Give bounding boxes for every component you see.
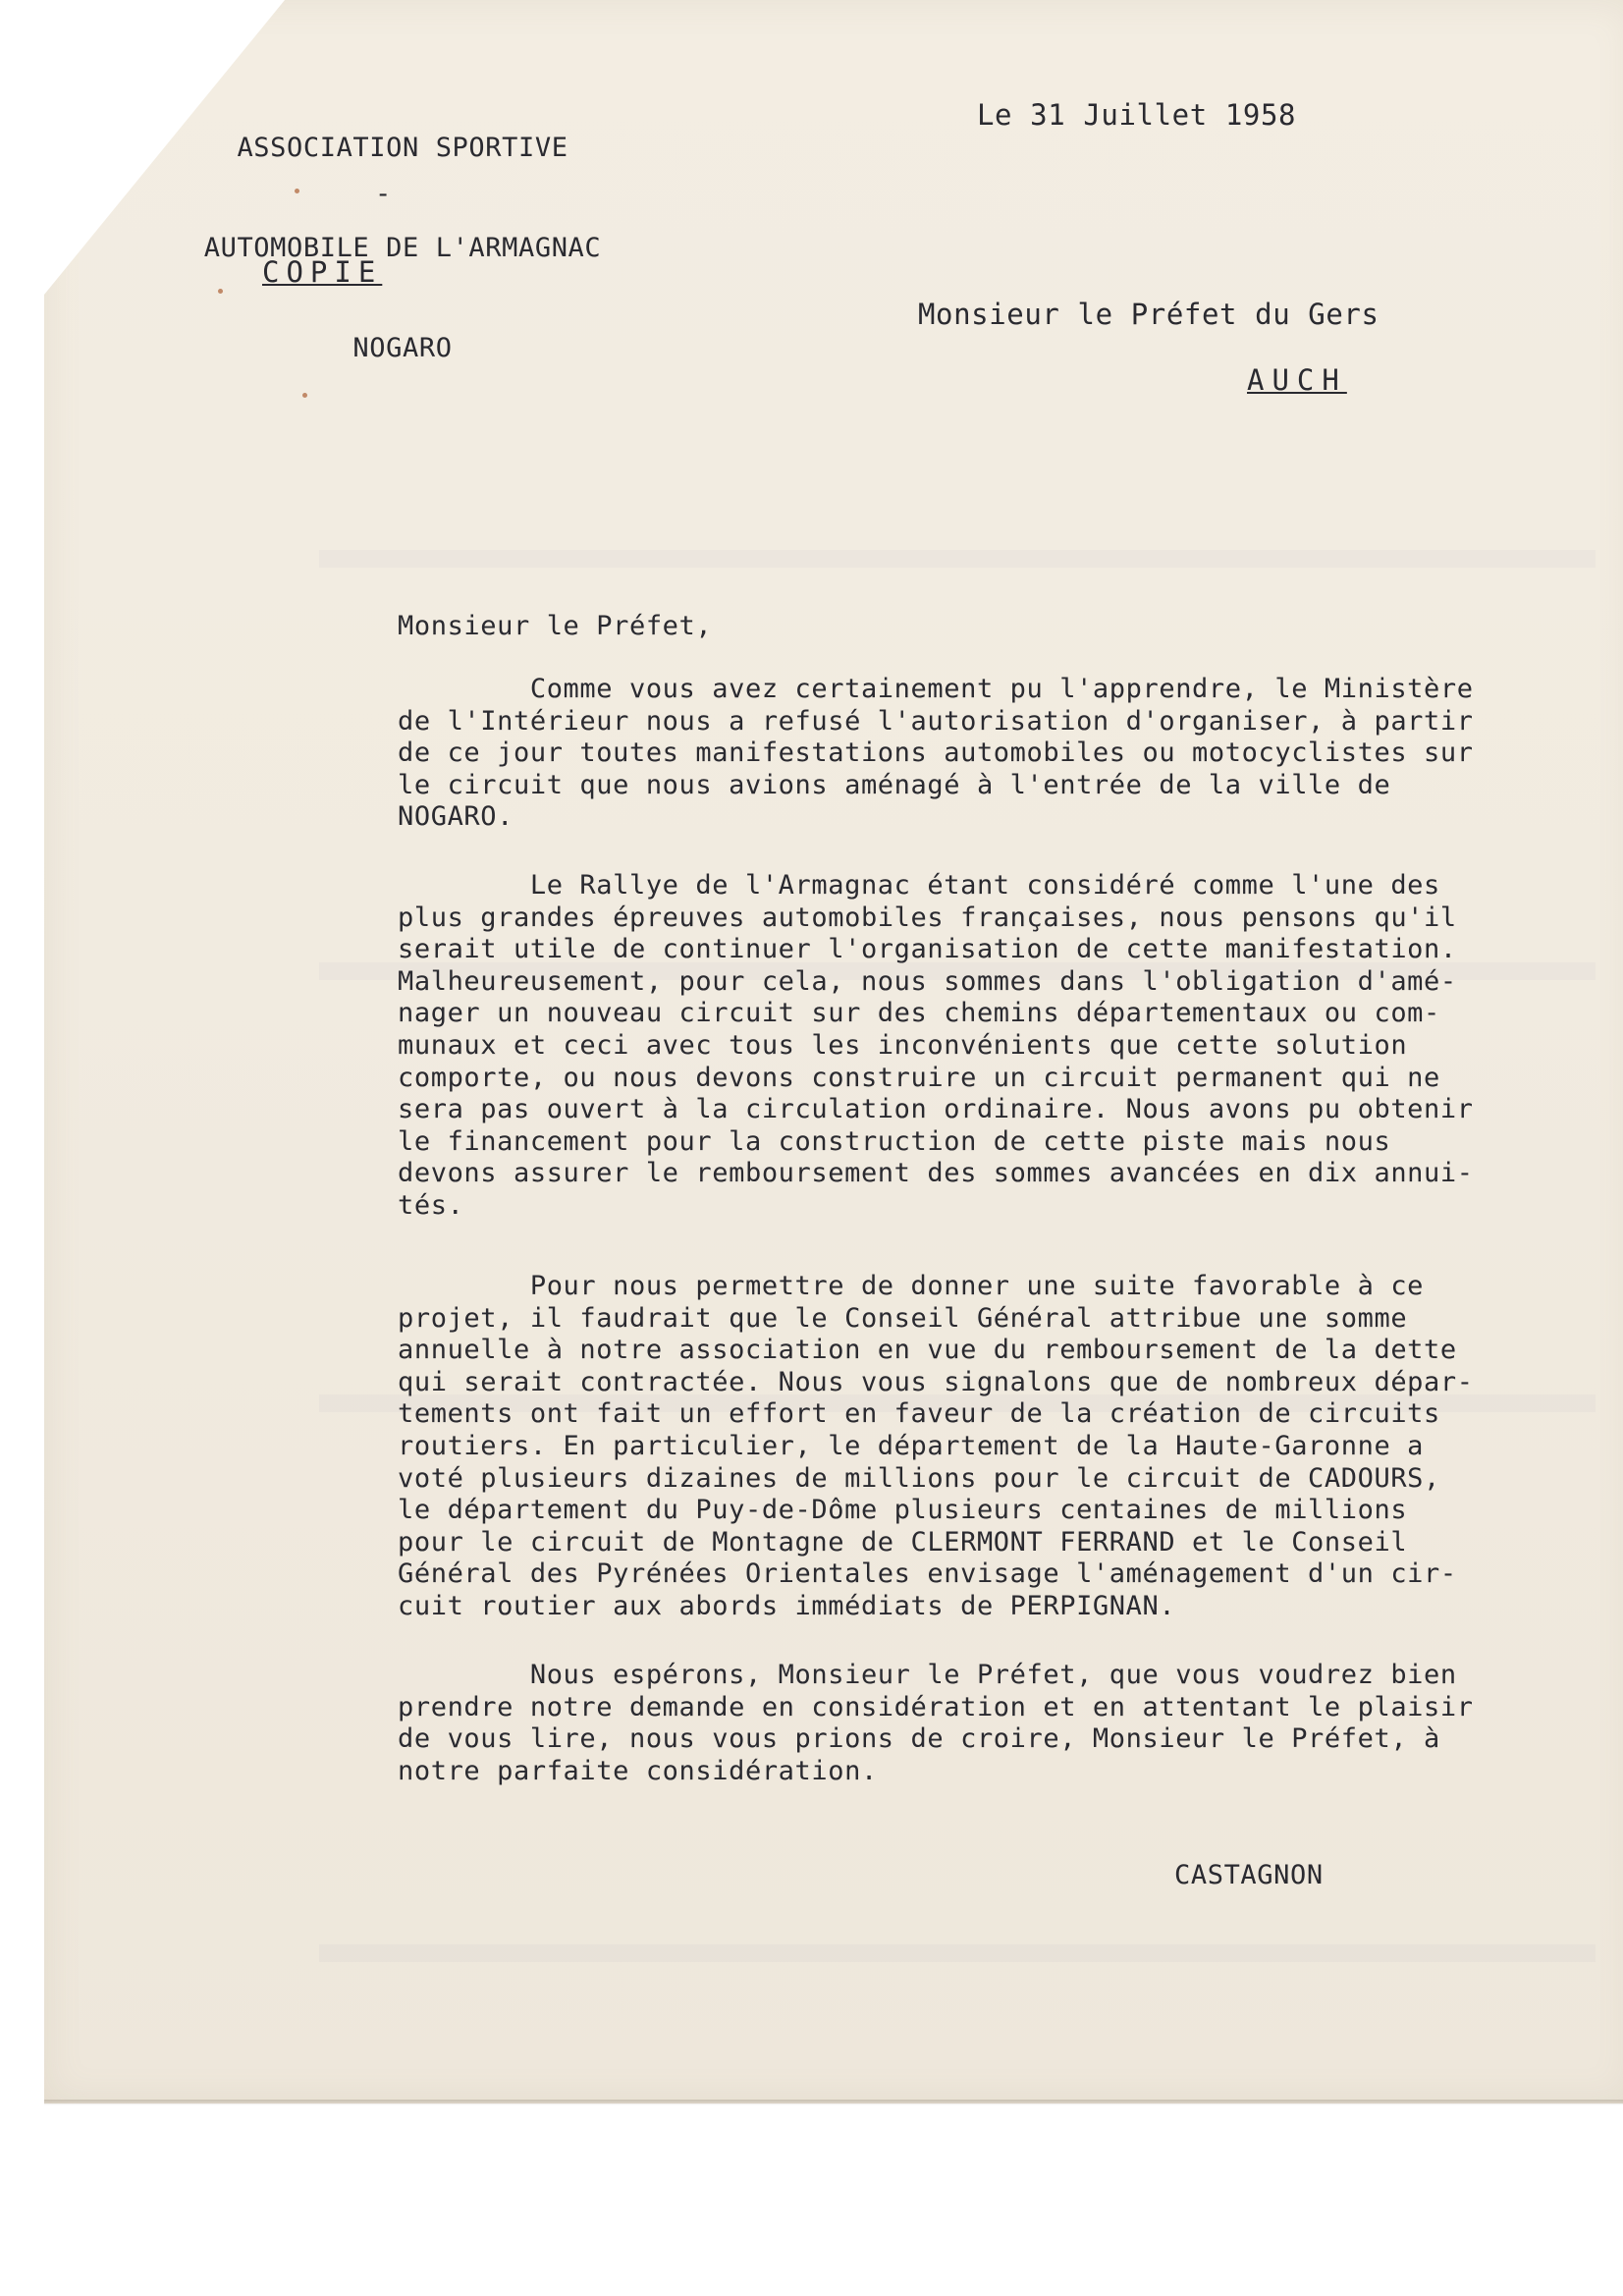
recipient: Monsieur le Préfet du Gers <box>918 298 1380 331</box>
paper-edge-shadow <box>44 2100 1623 2105</box>
letter-date: Le 31 Juillet 1958 <box>977 98 1297 132</box>
text-line: pour le circuit de Montagne de CLERMONT FERRAND et le Conseil <box>398 1526 1408 1558</box>
paragraph <box>398 1660 1474 1787</box>
text-line: sera pas ouvert à la circulation ordinaire. Nous avons pu obtenir <box>398 1094 1474 1125</box>
bleed-through-line <box>319 1944 1596 1962</box>
text-line: de vous lire, nous vous prions de croire, Monsieur le Préfet, à <box>398 1723 1440 1755</box>
text-line: Le Rallye de l'Armagnac étant considéré comme l'une des <box>398 870 1440 901</box>
paragraph <box>398 1271 1474 1623</box>
text-line: Pour nous permettre de donner une suite favorable à ce <box>398 1271 1425 1301</box>
paragraph <box>398 870 1474 1223</box>
text-line: le financement pour la construction de cette piste mais nous <box>398 1125 1391 1157</box>
text-line: notre parfaite considération. <box>398 1755 878 1786</box>
text-line: plus grandes épreuves automobiles françaises, nous pensons qu'il <box>398 902 1457 933</box>
text-line: comporte, ou nous devons construire un circuit permanent qui ne <box>398 1062 1440 1093</box>
text-line: projet, il faudrait que le Conseil Général attribue une somme <box>398 1302 1408 1334</box>
text-line: nager un nouveau circuit sur des chemins départementaux ou com- <box>398 998 1440 1029</box>
text-line: le circuit que nous avions aménagé à l'entrée de la ville de <box>398 769 1391 800</box>
text-line: routiers. En particulier, le département de la Haute-Garonne a <box>398 1430 1425 1461</box>
letterhead-line: AUTOMOBILE DE L'ARMAGNAC <box>203 233 602 263</box>
letterhead <box>157 65 648 432</box>
text-line: de ce jour toutes manifestations automobiles ou motocyclistes sur <box>398 738 1474 769</box>
paragraph <box>398 674 1474 834</box>
letterhead-dash: - <box>375 179 392 209</box>
recipient-city: AUCH <box>1247 363 1347 397</box>
text-line: de l'Intérieur nous a refusé l'autorisation d'organiser, à partir <box>398 705 1474 737</box>
bleed-through-line <box>319 550 1596 568</box>
text-line: prendre notre demande en considération et en attentant le plaisir <box>398 1691 1474 1722</box>
signature: CASTAGNON <box>1174 1860 1324 1890</box>
text-line: Général des Pyrénées Orientales envisage l'aménagement d'un cir- <box>398 1558 1457 1590</box>
text-line: serait utile de continuer l'organisation de cette manifestation. <box>398 934 1457 965</box>
letterhead-line: NOGARO <box>352 333 453 363</box>
text-line: devons assurer le remboursement des sommes avancées en dix annui- <box>398 1158 1474 1189</box>
text-line: annuelle à notre association en vue du remboursement de la dette <box>398 1335 1457 1366</box>
salutation: Monsieur le Préfet, <box>398 611 713 641</box>
text-line: munaux et ceci avec tous les inconvénients que cette solution <box>398 1029 1408 1061</box>
text-line: qui serait contractée. Nous vous signalons que de nombreux dépar- <box>398 1366 1474 1397</box>
copy-mark: COPIE <box>262 255 383 289</box>
text-line: cuit routier aux abords immédiats de PERPIGNAN. <box>398 1590 1176 1621</box>
text-line: Comme vous avez certainement pu l'apprendre, le Ministère <box>398 674 1474 704</box>
text-line: NOGARO. <box>398 801 514 833</box>
text-line: le département du Puy-de-Dôme plusieurs centaines de millions <box>398 1495 1408 1526</box>
text-line: Malheureusement, pour cela, nous sommes dans l'obligation d'amé- <box>398 965 1457 997</box>
text-line: Nous espérons, Monsieur le Préfet, que vous voudrez bien <box>398 1660 1457 1690</box>
text-line: voté plusieurs dizaines de millions pour le circuit de CADOURS, <box>398 1462 1440 1494</box>
letterhead-line: ASSOCIATION SPORTIVE <box>237 133 568 163</box>
text-line: tés. <box>398 1189 464 1221</box>
text-line: tements ont fait un effort en faveur de la création de circuits <box>398 1398 1440 1430</box>
